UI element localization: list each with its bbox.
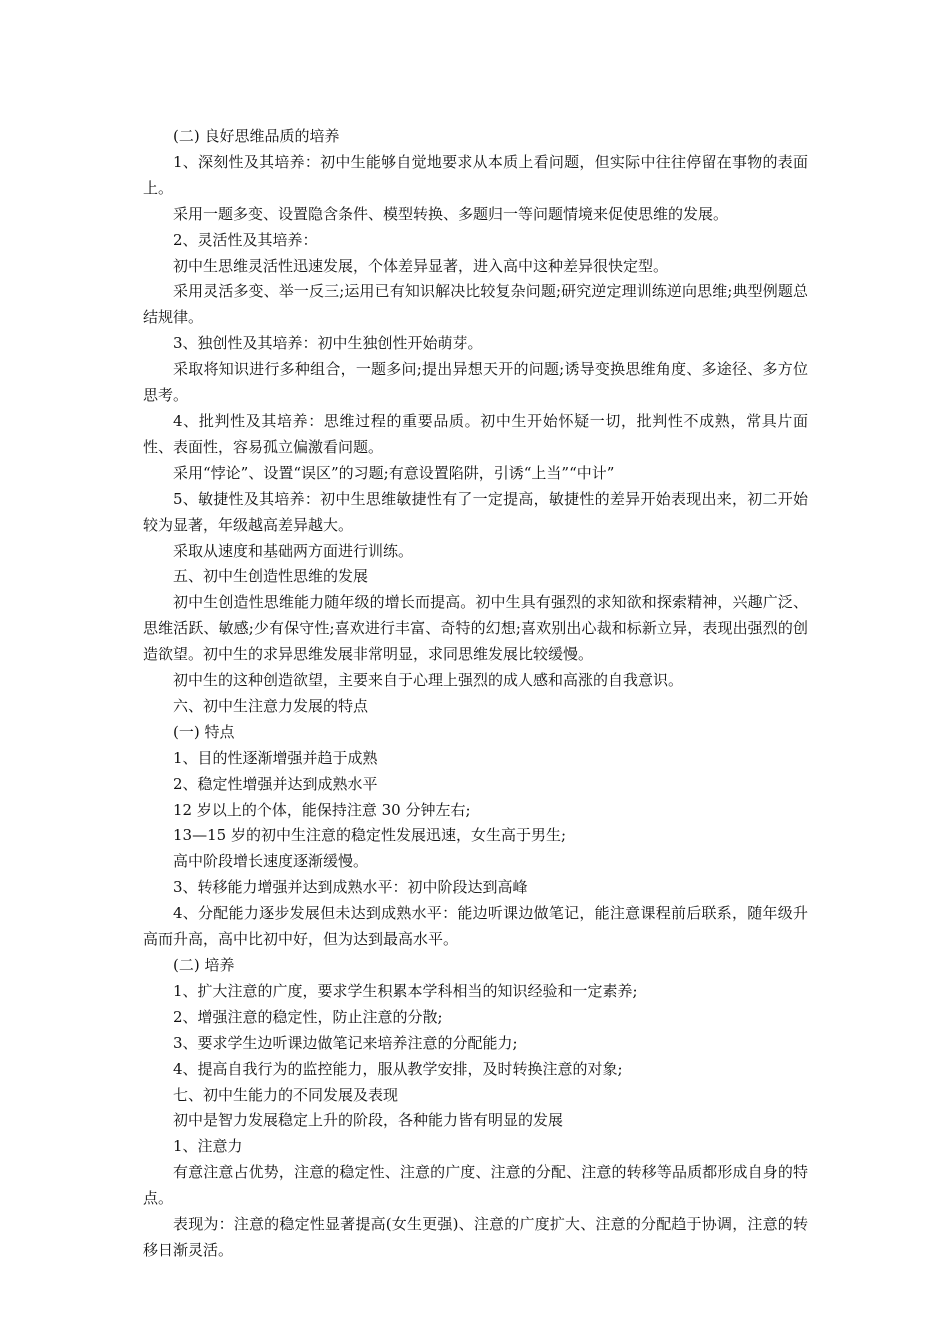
section-heading: 六、初中生注意力发展的特点 xyxy=(173,696,369,715)
paragraph: 1、扩大注意的广度，要求学生积累本学科相当的知识经验和一定素养; xyxy=(173,981,638,1000)
paragraph: 采取将知识进行多种组合，一题多问;提出异想天开的问题;诱导变换思维角度、多途径、多方位思考。 xyxy=(143,360,808,405)
paragraph: 1、目的性逐渐增强并趋于成熟 xyxy=(173,748,378,767)
subsection-heading: (二) 培养 xyxy=(173,956,235,974)
paragraph: 有意注意占优势，注意的稳定性、注意的广度、注意的分配、注意的转移等品质都形成自身的特点。 xyxy=(143,1163,808,1208)
paragraph: 4、批判性及其培养：思维过程的重要品质。初中生开始怀疑一切，批判性不成熟，常具片面性、表面性，容易孤立偏激看问题。 xyxy=(143,411,808,456)
paragraph: 1、注意力 xyxy=(173,1137,243,1156)
paragraph: (二) 良好思维品质的培养 xyxy=(173,127,340,145)
paragraph: 4、分配能力逐步发展但未达到成熟水平：能边听课边做笔记，能注意课程前后联系，随年级升高而升高，高中比初中好，但为达到最高水平。 xyxy=(143,904,808,949)
paragraph: 2、稳定性增强并达到成熟水平 xyxy=(173,774,378,793)
paragraph: 高中阶段增长速度逐渐缓慢。 xyxy=(173,852,369,871)
paragraph: 采用灵活多变、举一反三;运用已有知识解决比较复杂问题;研究逆定理训练逆向思维;典型例题总结规律。 xyxy=(143,282,808,327)
section-heading: 七、初中生能力的不同发展及表现 xyxy=(173,1085,399,1104)
paragraph: 初中生思维灵活性迅速发展，个体差异显著，进入高中这种差异很快定型。 xyxy=(173,256,669,275)
paragraph: 初中是智力发展稳定上升的阶段，各种能力皆有明显的发展 xyxy=(173,1111,564,1130)
paragraph: 3、转移能力增强并达到成熟水平：初中阶段达到高峰 xyxy=(173,878,528,897)
paragraph: 2、灵活性及其培养： xyxy=(173,230,318,249)
paragraph: 初中生的这种创造欲望，主要来自于心理上强烈的成人感和高涨的自我意识。 xyxy=(173,671,684,690)
document-body xyxy=(143,124,808,1264)
paragraph: 13—15 岁的初中生注意的稳定性发展迅速，女生高于男生; xyxy=(173,826,566,845)
paragraph: 表现为：注意的稳定性显著提高(女生更强)、注意的广度扩大、注意的分配趋于协调，注意的转移日渐灵活。 xyxy=(143,1215,808,1259)
paragraph: 4、提高自我行为的监控能力，服从教学安排，及时转换注意的对象; xyxy=(173,1059,623,1078)
paragraph: 2、增强注意的稳定性，防止注意的分散; xyxy=(173,1007,443,1026)
subsection-heading: (一) 特点 xyxy=(173,722,235,741)
paragraph: 采用一题多变、设置隐含条件、模型转换、多题归一等问题情境来促使思维的发展。 xyxy=(173,204,729,223)
paragraph: 采取从速度和基础两方面进行训练。 xyxy=(173,541,414,560)
paragraph: 1、深刻性及其培养：初中生能够自觉地要求从本质上看问题，但实际中往往停留在事物的表面上。 xyxy=(143,152,808,197)
paragraph: 初中生创造性思维能力随年级的增长而提高。初中生具有强烈的求知欲和探索精神，兴趣广泛、思维活跃、敏感;少有保守性;喜欢进行丰富、奇特的幻想;喜欢别出心裁和标新立异，表现出强烈的创造欲望。初中生的求异思维发展非常明显，求同思维发展比较缓慢。 xyxy=(143,593,808,664)
section-heading: 五、初中生创造性思维的发展 xyxy=(173,567,369,586)
paragraph: 3、要求学生边听课边做笔记来培养注意的分配能力; xyxy=(173,1033,518,1052)
paragraph: 3、独创性及其培养：初中生独创性开始萌芽。 xyxy=(173,334,483,353)
paragraph: 采用“悖论”、设置“误区”的习题;有意设置陷阱，引诱“上当”“中计” xyxy=(173,463,615,482)
paragraph: 12 岁以上的个体，能保持注意 30 分钟左右; xyxy=(173,800,471,819)
paragraph: 5、敏捷性及其培养：初中生思维敏捷性有了一定提高，敏捷性的差异开始表现出来，初二开始较为显著，年级越高差异越大。 xyxy=(143,489,808,534)
